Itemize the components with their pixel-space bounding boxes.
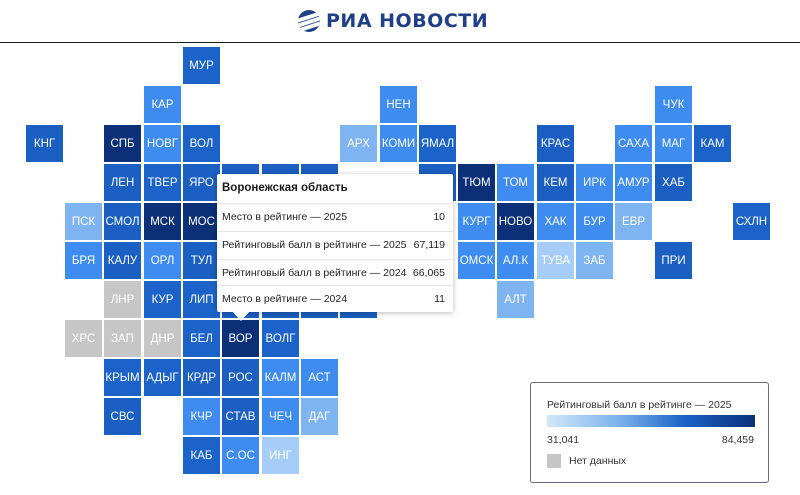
region-tile-ямал[interactable]: ЯМАЛ (419, 125, 456, 162)
ria-logo[interactable] (298, 9, 488, 33)
region-tile-спб[interactable]: СПБ (104, 125, 141, 162)
region-tile-крас[interactable]: КРАС (537, 125, 574, 162)
region-tile-хрс[interactable]: ХРС (65, 320, 102, 357)
region-tile-твер[interactable]: ТВЕР (144, 164, 181, 201)
region-tile-днр[interactable]: ДНР (144, 320, 181, 357)
region-tile-мос[interactable]: МОС (183, 203, 220, 240)
region-tile-чук[interactable]: ЧУК (655, 86, 692, 123)
tooltip-title: Воронежская область (222, 182, 348, 194)
tooltip-row-value: 67,119 (413, 239, 445, 251)
region-tile-хак[interactable]: ХАК (537, 203, 574, 240)
region-tile-лнр[interactable]: ЛНР (104, 281, 141, 318)
region-tooltip (217, 174, 453, 312)
region-tile-крым[interactable]: КРЫМ (104, 359, 141, 396)
region-tile-омск[interactable]: ОМСК (458, 242, 495, 279)
region-tile-чеч[interactable]: ЧЕЧ (262, 398, 299, 435)
region-tile-лип[interactable]: ЛИП (183, 281, 220, 318)
region-tile-тул[interactable]: ТУЛ (183, 242, 220, 279)
tooltip-row-label: Рейтинговый балл в рейтинге — 2025 (222, 239, 407, 251)
region-tile-нен[interactable]: НЕН (380, 86, 417, 123)
region-tile-маг[interactable]: МАГ (655, 125, 692, 162)
region-tile-новг[interactable]: НОВГ (144, 125, 181, 162)
tooltip-row (217, 259, 453, 286)
region-tile-аст[interactable]: АСТ (301, 359, 338, 396)
region-tile-кнг[interactable]: КНГ (26, 125, 63, 162)
region-tile-мск[interactable]: МСК (144, 203, 181, 240)
brand-name: РИА НОВОСТИ (326, 10, 489, 32)
ria-logo-icon (298, 10, 320, 32)
region-tile-волг[interactable]: ВОЛГ (262, 320, 299, 357)
region-tile-зап[interactable]: ЗАП (104, 320, 141, 357)
region-tile-саха[interactable]: САХА (615, 125, 652, 162)
tooltip-row-value: 10 (433, 211, 445, 223)
region-tile-ирк[interactable]: ИРК (576, 164, 613, 201)
region-tile-каб[interactable]: КАБ (183, 437, 220, 474)
tooltip-row-label: Рейтинговый балл в рейтинге — 2024 (222, 267, 407, 279)
tooltip-row-label: Место в рейтинге — 2024 (222, 293, 348, 305)
region-tile-тува[interactable]: ТУВА (537, 242, 574, 279)
region-tile-бел[interactable]: БЕЛ (183, 320, 220, 357)
region-tile-заб[interactable]: ЗАБ (576, 242, 613, 279)
region-tile-том[interactable]: ТОМ (497, 164, 534, 201)
region-tile-пск[interactable]: ПСК (65, 203, 102, 240)
region-tile-кчр[interactable]: КЧР (183, 398, 220, 435)
region-tile-бря[interactable]: БРЯ (65, 242, 102, 279)
region-tile-калм[interactable]: КАЛМ (262, 359, 299, 396)
tooltip-pointer (232, 311, 250, 321)
region-tile-кам[interactable]: КАМ (694, 125, 731, 162)
region-tile-кур[interactable]: КУР (144, 281, 181, 318)
region-tile-ново[interactable]: НОВО (497, 203, 534, 240)
region-tile-алк[interactable]: АЛ.К (497, 242, 534, 279)
tooltip-row (217, 285, 453, 312)
region-tile-кар[interactable]: КАР (144, 86, 181, 123)
region-tile-яро[interactable]: ЯРО (183, 164, 220, 201)
no-data-swatch (547, 454, 561, 468)
region-tile-адыг[interactable]: АДЫГ (144, 359, 181, 396)
tooltip-row-value: 66,065 (412, 267, 445, 279)
region-tile-кург[interactable]: КУРГ (458, 203, 495, 240)
tooltip-row-value: 11 (434, 293, 445, 305)
tooltip-row (217, 203, 453, 230)
tooltip-row (217, 231, 453, 258)
region-tile-коми[interactable]: КОМИ (380, 125, 417, 162)
tooltip-row-label: Место в рейтинге — 2025 (222, 211, 348, 223)
region-tile-вол[interactable]: ВОЛ (183, 125, 220, 162)
header (0, 0, 800, 43)
no-data-label: Нет данных (569, 455, 627, 467)
region-tile-став[interactable]: СТАВ (222, 398, 259, 435)
region-tile-калу[interactable]: КАЛУ (104, 242, 141, 279)
region-tile-мур[interactable]: МУР (183, 47, 220, 84)
map-legend (530, 382, 769, 483)
region-tile-свс[interactable]: СВС (104, 398, 141, 435)
region-tile-смол[interactable]: СМОЛ (104, 203, 141, 240)
region-tile-бур[interactable]: БУР (576, 203, 613, 240)
region-tile-кем[interactable]: КЕМ (537, 164, 574, 201)
legend-min-value: 31,041 (547, 434, 580, 446)
legend-title: Рейтинговый балл в рейтинге — 2025 (547, 399, 732, 411)
region-tile-амур[interactable]: АМУР (615, 164, 652, 201)
region-tile-даг[interactable]: ДАГ (301, 398, 338, 435)
region-tile-евр[interactable]: ЕВР (615, 203, 652, 240)
region-tile-тюм[interactable]: ТЮМ (458, 164, 495, 201)
region-tile-инг[interactable]: ИНГ (262, 437, 299, 474)
region-tile-сос[interactable]: С.ОС (222, 437, 259, 474)
region-tile-орл[interactable]: ОРЛ (144, 242, 181, 279)
region-tile-арх[interactable]: АРХ (340, 125, 377, 162)
legend-max-value: 84,459 (721, 434, 754, 446)
legend-color-scale (547, 415, 755, 427)
region-tile-алт[interactable]: АЛТ (497, 281, 534, 318)
region-tile-лен[interactable]: ЛЕН (104, 164, 141, 201)
region-tile-схлн[interactable]: СХЛН (733, 203, 770, 240)
region-tile-вор[interactable]: ВОР (222, 320, 259, 357)
region-tile-рос[interactable]: РОС (222, 359, 259, 396)
region-tile-при[interactable]: ПРИ (655, 242, 692, 279)
region-tile-хаб[interactable]: ХАБ (655, 164, 692, 201)
region-tile-крдр[interactable]: КРДР (183, 359, 220, 396)
